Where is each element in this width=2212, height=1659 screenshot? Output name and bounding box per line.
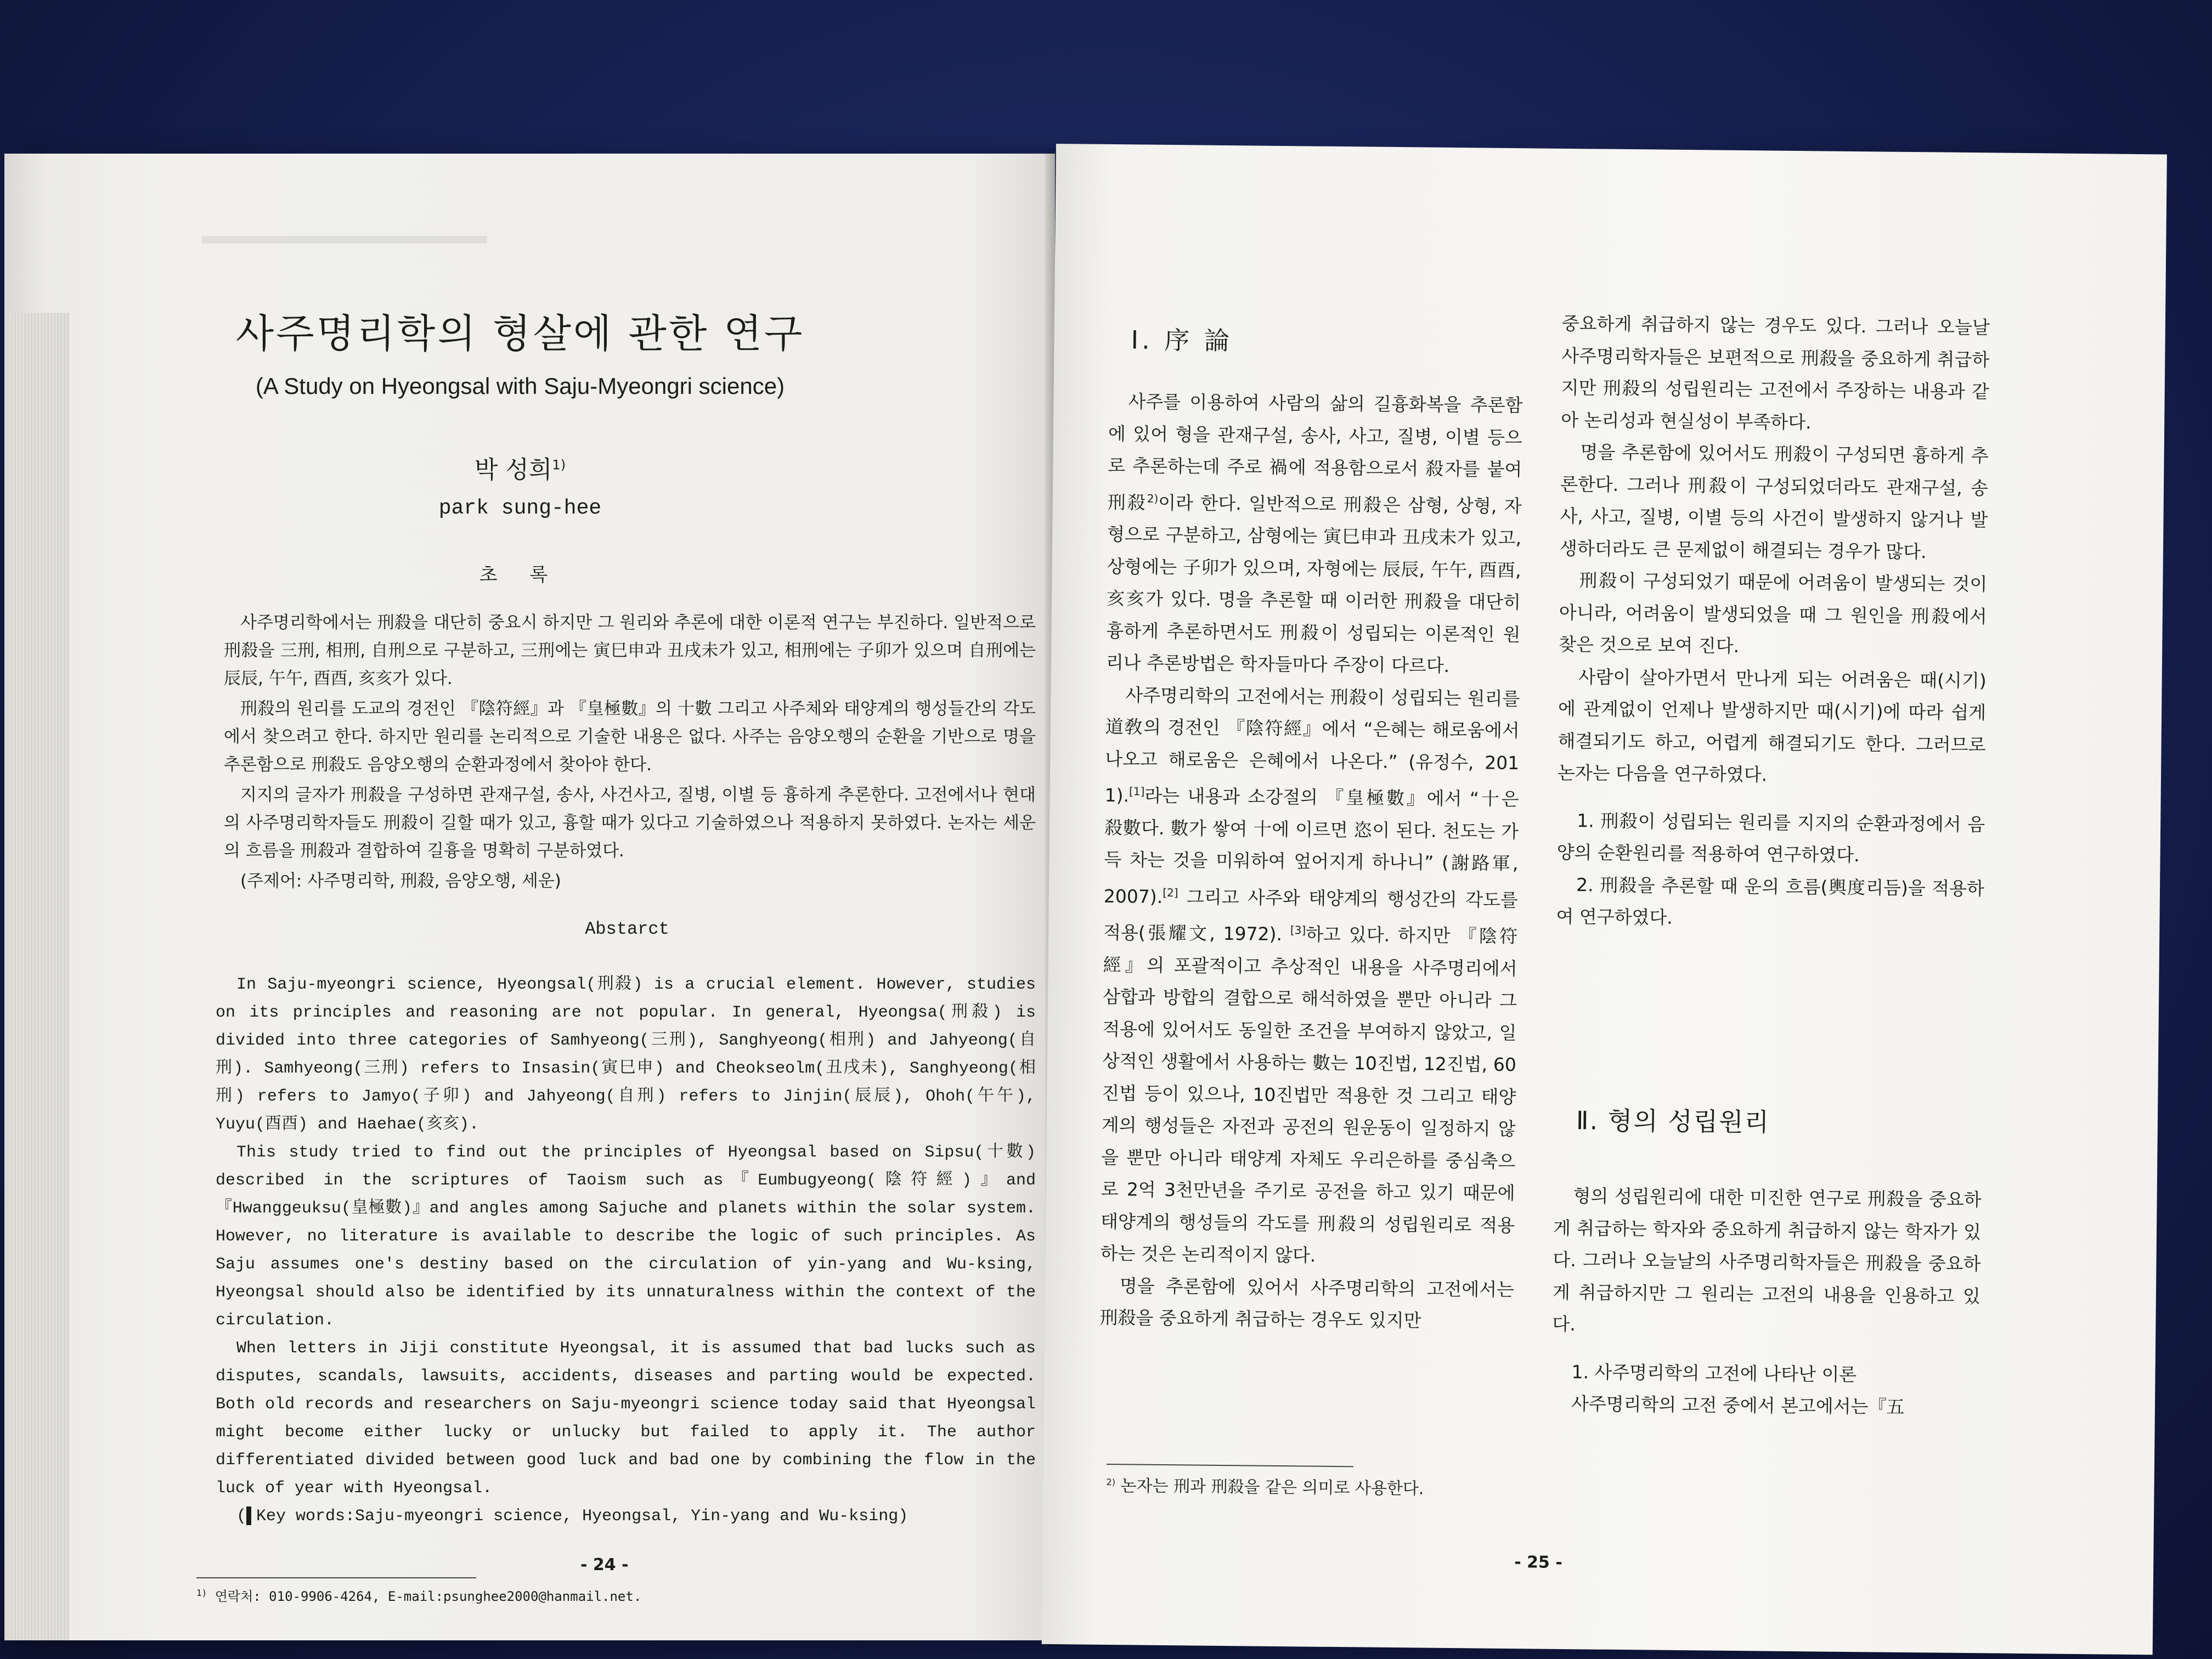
page-number-left: - 24 - [580, 1555, 629, 1575]
research-item: 1. 刑殺이 성립되는 원리를 지지의 순환과정에서 음양의 순환원리를 적용하여 연구하였다. [1556, 809, 1985, 866]
author-english: park sung-hee [438, 496, 602, 520]
column-2 [1556, 308, 1990, 937]
subsection-heading: 1. 사주명리학의 고전에 나타난 이론 [1571, 1361, 1857, 1385]
column-1 [1099, 386, 1523, 1338]
abstract-en-paragraph: In Saju-myeongri science, Hyeongsal(刑殺) is a crucial element. However, studies on its principles and reasoning are not popular. In general, Hyeongsa(刑殺) is divided into three categories of Samhyeong(三刑), Sanghyeong(相刑) and Jahyeong(自刑). Samhyeong(三刑) refers to Insasin(寅巳申) and Cheokseolm(丑戌未), Sanghyeong(相刑) refers to Jamyo(子卯) and Jahyeong(自刑) refers to Jinjin(辰辰), Ohoh(午午), Yuyu(酉酉) and Haehae(亥亥). [216, 975, 1036, 1134]
bleed-through [202, 236, 487, 244]
footnote-terminology: $^{2)}$ 논자는 刑과 刑殺을 같은 의미로 사용한다. [1106, 1476, 1424, 1499]
abstract-ko-paragraph: 지지의 글자가 刑殺을 구성하면 관재구설, 송사, 사건사고, 질병, 이별 등 흉하게 추론한다. 고전에서나 현대의 사주명리학자들도 刑殺이 길할 때가 있고, 흉할 때가 있다고 기술하였으나 적용하지 못하였다. 논자는 세운의 흐름을 刑殺과 결합하여 길흉을 명확히 구분하였다. [224, 785, 1036, 861]
abstract-ko-paragraph: 사주명리학에서는 刑殺을 대단히 중요시 하지만 그 원리와 추론에 대한 이론적 연구는 부진하다. 일반적으로 刑殺을 三刑, 相刑, 自刑으로 구분하고, 三刑에는 寅巳申과 丑戌未가 있고, 相刑에는 子卯가 있으며 自刑에는 辰辰, 午午, 酉酉, 亥亥가 있다. [224, 613, 1036, 689]
body-paragraph: 사람이 살아가면서 만나게 되는 어려움은 때(시기)에 관계없이 언제나 발생하지만 때(시기)에 따라 쉽게 해결되기도 하고, 어렵게 해결되기도 한다. 그러므로 논자는 다음을 연구하였다. [1557, 665, 1987, 786]
body-paragraph: 명을 추론함에 있어서도 刑殺이 구성되면 흉하게 추론한다. 그러나 刑殺이 구성되었더라도 관재구설, 송사, 사고, 질병, 이별 등의 사건이 발생하지 않거나 발생하더라도 큰 문제없이 해결되는 경우가 많다. [1559, 441, 1989, 562]
body-paragraph: 명을 추론함에 있어서 사주명리학의 고전에서는 刑殺을 중요하게 취급하는 경우도 있지만 [1099, 1274, 1515, 1331]
column-2-section-2 [1551, 1180, 1982, 1424]
keywords-korean: (주제어: 사주명리학, 刑殺, 음양오행, 세운) [240, 871, 561, 891]
paper-title-korean: 사주명리학의 형살에 관한 연구 [235, 311, 805, 357]
body-paragraph: 사주명리학의 고전 중에서 본고에서는『五 [1571, 1393, 1905, 1418]
right-page [1042, 144, 2167, 1655]
section-heading-introduction: Ⅰ. 序 論 [1131, 325, 1233, 356]
footnote-rule [196, 1577, 476, 1578]
abstract-korean [224, 609, 1036, 898]
abstract-en-paragraph: When letters in Jiji constitute Hyeongsal, it is assumed that bad lucks such as disputes, scandals, lawsuits, accidents, diseases and parting would be expected. Both old records and researchers on Saju-myeongri science today said that Hyeongsal might become either lucky or unlucky but failed to apply it. The author differentiated divided between good luck and bad one by combining the flow in the luck of year with Hyeongsal. [216, 1339, 1036, 1498]
research-item: 2. 刑殺을 추론할 때 운의 흐름(輿度리듬)을 적용하여 연구하였다. [1556, 873, 1985, 928]
abstract-ko-paragraph: 刑殺의 원리를 도교의 경전인 『陰符經』과 『皇極數』의 十數 그리고 사주체와 태양계의 행성들간의 각도에서 찾으려고 한다. 하지만 원리를 논리적으로 기술한 내용은 없다. 사주는 음양오행의 순환을 기반으로 명을 추론함으로 刑殺도 음양오행의 순환과정에서 찾아야 한다. [224, 699, 1036, 775]
paper-title-english: (A Study on Hyeongsal with Saju-Myeongri science) [255, 373, 785, 399]
body-paragraph: 중요하게 취급하지 않는 경우도 있다. 그러나 오늘날 사주명리학자들은 보편적으로 刑殺을 중요하게 취급하지만 刑殺의 성립원리는 고전에서 주장하는 내용과 같아 논리성과 현실성이 부족하다. [1561, 312, 1990, 433]
body-paragraph: 사주를 이용하여 사람의 삶의 길흉화복을 추론함에 있어 형을 관재구설, 송사, 사고, 질병, 이별 등으로 추론하는데 주로 禍에 적용함으로서 殺자를 붙여 刑殺$^{2)}$이라 한다. 일반적으로 刑殺은 삼형, 상형, 자형으로 구분하고, 삼형에는 寅巳申과 丑戌未가 있고, 상형에는 子卯가 있으며, 자형에는 辰辰, 午午, 酉酉, 亥亥가 있다. 명을 추론할 때 이러한 刑殺을 대단히 흉하게 추론하면서도 刑殺이 성립되는 이론적인 원리나 추론방법은 학자들마다 주장이 다르다. [1105, 391, 1523, 676]
body-paragraph: 사주명리학의 고전에서는 刑殺이 성립되는 원리를 道敎의 경전인 『陰符經』에서 “은혜는 해로움에서 나오고 해로움은 은혜에서 나온다.” (유정수, 201 1).[1]라는 내용과 소강절의 『皇極數』에서 “十은 殺數다. 數가 쌓여 十에 이르면 恣이 된다. 천도는 가득 차는 것을 미워하여 엎어지게 하나니” (謝路軍, 2007).[2] 그리고 사주와 태양계의 행성간의 각도를 적용(張耀文, 1972). [3]하고 있다. 하지만 『陰符經』의 포괄적이고 추상적인 내용을 사주명리에서 삼합과 방합의 결합으로 해석하였을 뿐만 아니라 그 적용에 있어서도 동일한 조건을 부여하지 않았고, 일상적인 생활에서 사용하는 數는 10진법, 12진법, 60진법 등이 있으나, 10진법만 적용한 것 그리고 태양계의 행성들은 자전과 공전의 원운동이 일정하지 않을 뿐만 아니라 태양계 자체도 우리은하를 중심축으로 2억 3천만년을 주기로 공전을 하고 있기 때문에 태양계의 행성들의 각도를 刑殺의 성립원리로 적용하는 것은 논리적이지 않다. [1100, 684, 1520, 1266]
footnote-rule [1107, 1464, 1353, 1467]
abstract-english-heading: Abstarct [585, 919, 669, 939]
abstract-english [216, 971, 1036, 1531]
footnote-contact: $^{1)}$ 연락처: 010-9906-4264, E-mail:psunghee2000@hanmail.net. [196, 1588, 642, 1604]
section-heading-principle: Ⅱ. 형의 성립원리 [1576, 1105, 1770, 1137]
keywords-english: (▌Key words:Saju-myeongri science, Hyeongsal, Yin-yang and Wu-ksing) [236, 1507, 909, 1526]
author-korean: 박 성희$^{1)}$ [474, 456, 566, 484]
left-page [4, 154, 1055, 1640]
body-paragraph: 형의 성립원리에 대한 미진한 연구로 刑殺을 중요하게 취급하는 학자와 중요하게 취급하지 않는 학자가 있다. 그러나 오늘날의 사주명리학자들은 刑殺을 중요하게 취급하지만 그 원리는 고전의 내용을 인용하고 있다. [1552, 1185, 1982, 1335]
abstract-en-paragraph: This study tried to find out the principles of Hyeongsal based on Sipsu(十數) described in the scriptures of Taoism such as『Eumbugyeong(陰符經)』and『Hwanggeuksu(皇極數)』and angles among Sajuche and planets within the solar system. However, no literature is available to describe the logic of such principles. As Saju assumes one's destiny based on the circulation of yin-yang and Wu-ksing, Hyeongsal should also be identified by its unnaturalness within the context of the circulation. [216, 1143, 1036, 1330]
page-number-right: - 25 - [1514, 1553, 1562, 1572]
abstract-korean-heading: 초 록 [479, 564, 561, 586]
body-paragraph: 刑殺이 구성되었기 때문에 어려움이 발생되는 것이 아니라, 어려움이 발생되었을 때 그 원인을 刑殺에서 찾은 것으로 보여 진다. [1559, 569, 1988, 657]
